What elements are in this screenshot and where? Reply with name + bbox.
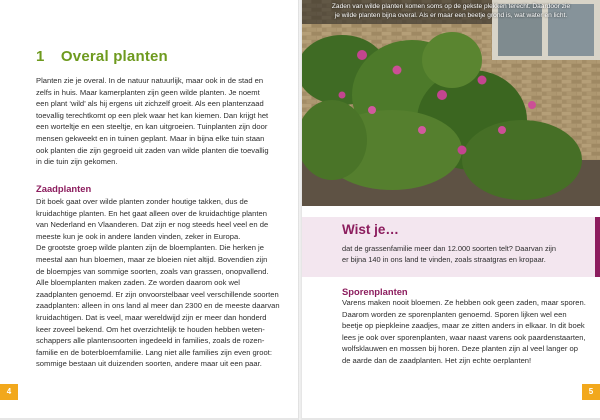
flower-photo <box>302 0 600 206</box>
zaad-line: kruidachtigen. Dat is veel, maar wereldwijd zijn er meer dan honderd <box>36 312 267 322</box>
spore-line: lees je ook over sporenplanten, waar naast varens ook paardenstaarten, <box>342 332 586 342</box>
caption-line: je wilde planten bijna overal. Als er maar een beetje grond is, wat water en licht. <box>334 11 568 19</box>
zaad-line: zaadplanten genoemd. Er zijn onvoorstelbaar veel verschillende soorten <box>36 289 279 299</box>
caption-line: Zaden van wilde planten komen soms op de gekste plekken terecht. Daardoor zie <box>331 3 571 10</box>
intro-line: een plant ‘wild’ als hij ergens uit zichzelf groeit. Als een plantenzaad <box>36 99 264 109</box>
zaad-line: meeste kun je ook in andere landen vinden, zeker in Europa. <box>36 231 241 241</box>
zaad-line: Alle bloemplanten maken zaden. Ze worden daarom ook wel <box>36 278 240 288</box>
zaad-line: sommige bestaan uit duizenden soorten, andere maar uit een paar. <box>36 359 262 369</box>
zaad-line: van Nederland en Vlaanderen. Dat zijn er nog steeds heel veel en de <box>36 220 269 230</box>
intro-line: een worteltje en een steeltje, en kan uitgroeien. Tuinplanten zijn door <box>36 122 268 132</box>
spore-line: beetje op piepkleine zaadjes, maar ze zitten anders in elkaar. In dit boek <box>342 321 585 331</box>
sporenplanten-paragraph <box>342 297 588 367</box>
sporenplanten-heading: Sporenplanten <box>342 286 408 297</box>
wist-je-text <box>342 243 582 265</box>
zaad-line: keer zoveel bekend. Om het overzichtelijk te houden hebben weten- <box>36 324 265 334</box>
intro-line: Planten zie je overal. In de natuur natuurlijk, maar ook in de stad en <box>36 76 264 85</box>
zaad-line: de bloempjes van sommige soorten, zoals van grassen, onopvallend. <box>36 266 269 276</box>
photo-caption <box>310 3 592 20</box>
intro-line: mensen gekweekt en in tuinen geplant. Maar in bijna elke tuin staan <box>36 133 265 143</box>
intro-line: zelfs in huis. Maar kamerplanten zijn geen wilde planten. Je noemt <box>36 87 260 97</box>
intro-line: ook planten die zijn gegroeid uit zaden van wilde planten die toevallig <box>36 145 269 155</box>
zaadplanten-heading: Zaadplanten <box>36 183 92 194</box>
zaad-line: kruidachtige planten. En het gaat alleen over de kruidachtige planten <box>36 208 267 218</box>
spore-line: wolfsklauwen en mossen bij horen. Deze planten zijn al veel langer op <box>342 344 578 354</box>
intro-line: in die tuin zijn gekomen. <box>36 157 118 167</box>
zaad-line: familie en de boterbloemfamilie. Lang niet alle families zijn even groot: <box>36 347 272 357</box>
left-page <box>0 0 298 420</box>
page-number-left: 4 <box>0 384 18 400</box>
wist-je-title: Wist je… <box>342 222 399 237</box>
intro-line: toevallig terechtkomt op een plek waar het kan kiemen. Dan krijgt het <box>36 110 269 120</box>
zaad-line: De grootste groep wilde planten zijn de bloemplanten. Die herken je <box>36 243 264 253</box>
wist-line: dat de grassenfamilie meer dan 12.000 soorten telt? Daarvan zijn <box>342 244 557 253</box>
chapter-number: 1 <box>36 48 45 65</box>
chapter-title-text: Overal planten <box>60 48 168 65</box>
intro-paragraph <box>36 75 288 168</box>
spore-line: Varens maken nooit bloemen. Ze hebben ook geen zaden, maar sporen. <box>342 298 586 307</box>
wist-line: er bijna 140 in ons land te vinden, zoals straatgras en kropaar. <box>342 255 546 264</box>
photo-illustration <box>302 0 600 206</box>
right-page <box>302 0 600 420</box>
zaad-line: meestal aan hun bloemen, maar ze bloeien niet altijd. Bovendien zijn <box>36 254 268 264</box>
zaad-line: schappers alle plantensoorten ingedeeld in families, zoals de rozen- <box>36 336 265 346</box>
zaad-line: zaadplanten: alleen in ons land al meer dan 2300 en de meeste daarvan <box>36 301 280 311</box>
wist-je-accent-bar <box>595 217 600 277</box>
zaad-line: Dit boek gaat over wilde planten zonder houtige takken, dus de <box>36 197 248 206</box>
page-number-right: 5 <box>582 384 600 400</box>
chapter-title <box>36 48 168 65</box>
spore-line: de aarde dan de zaadplanten. Het zijn echte oerplanten! <box>342 355 532 365</box>
zaadplanten-paragraph <box>36 196 288 370</box>
spore-line: Daarom worden ze sporenplanten genoemd. Sporen lijken wel een <box>342 309 567 319</box>
